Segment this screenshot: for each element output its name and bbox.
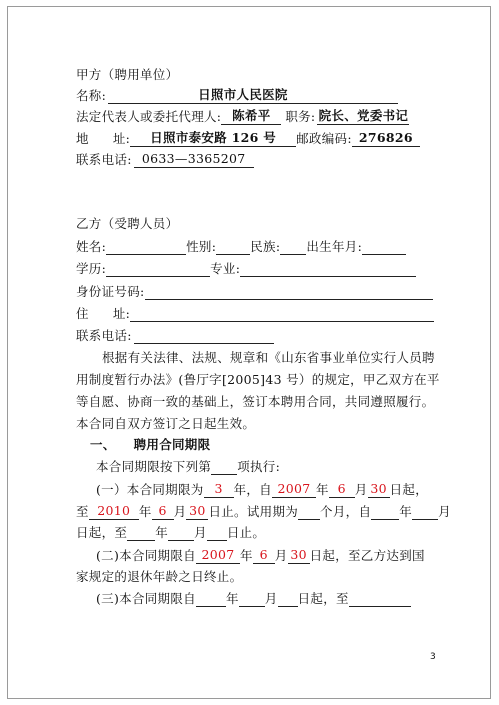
option-1-end-day-field[interactable]: 30: [186, 503, 208, 520]
term-choice-prefix: 本合同期限按下列第: [96, 459, 212, 474]
section-1-number: 一、: [90, 437, 116, 452]
party-b-addr-row: [76, 306, 434, 322]
option-3-end-field[interactable]: [349, 591, 411, 607]
option-1-start-day-field[interactable]: 30: [368, 481, 390, 498]
option-1-start-year-field[interactable]: 2007: [272, 481, 316, 498]
party-b-id-label: 身份证号码:: [76, 284, 145, 299]
party-a-duty-label: 职务:: [285, 109, 316, 124]
party-a-addr-label-2: 址:: [112, 131, 131, 146]
party-b-addr-label-2: 址:: [112, 306, 131, 321]
year-char: 年: [315, 482, 329, 497]
intro-line-2: 用制度暂行办法》(鲁厅字[2005]43 号）的规定，甲乙双方在平: [76, 372, 440, 387]
month-char: 月: [264, 591, 278, 606]
section-1-title: 聘用合同期限: [133, 437, 211, 452]
probation-label: 试用期为: [246, 504, 299, 519]
option-2-line-2: 家规定的退休年龄之日终止。: [76, 569, 243, 584]
party-b-edu-row: [76, 261, 416, 277]
probation-end-month-field[interactable]: [168, 525, 194, 541]
option-1-end-year-field[interactable]: 2010: [89, 503, 139, 520]
party-b-ethnic-label: 民族:: [250, 239, 281, 254]
party-b-id-row: [76, 284, 433, 300]
option-3-row: [96, 591, 411, 607]
option-3-prefix: (三)本合同期限自: [96, 591, 196, 606]
page-number: 3: [430, 652, 436, 662]
probation-end-row: [76, 525, 265, 541]
party-b-name-field[interactable]: [106, 239, 186, 255]
party-a-name-label: 名称:: [76, 88, 107, 103]
party-a-duty-field[interactable]: 院长、党委书记: [318, 108, 409, 123]
party-b-major-label: 专业:: [210, 261, 241, 276]
probation-start-year-field[interactable]: [371, 504, 399, 520]
party-b-ethnic-field[interactable]: [280, 239, 306, 255]
party-b-phone-field[interactable]: [134, 328, 274, 344]
party-b-birth-label: 出生年月:: [306, 239, 363, 254]
intro-line-3: 等自愿、协商一致的基础上，签订本聘用合同，共同遵照履行。: [76, 394, 435, 409]
option-1-years-field[interactable]: 3: [204, 481, 234, 498]
probation-unit: 个月，自: [320, 504, 372, 519]
party-a-phone-field[interactable]: 0633—3365207: [134, 151, 254, 168]
month-char: 月: [438, 504, 451, 519]
party-a-heading: 甲方（聘用单位）: [76, 67, 179, 82]
party-a-postcode-field[interactable]: 276826: [352, 130, 420, 147]
party-a-name-value: 日照市人民医院: [198, 87, 288, 102]
probation-end-day-field[interactable]: [207, 525, 227, 541]
party-b-name-row: [76, 239, 406, 255]
option-1-row: [96, 481, 428, 498]
option-1-end-row: [76, 503, 451, 520]
intro-line-1: 根据有关法律、法规、规章和《山东省事业单位实行人员聘: [102, 350, 435, 365]
option-3-day-field[interactable]: [278, 591, 298, 607]
option-2-suffix: 日起，至乙方达到国: [309, 548, 425, 563]
term-choice-row: [96, 459, 280, 475]
probation-end-year-field[interactable]: [127, 525, 155, 541]
month-char: 月: [274, 548, 288, 563]
month-char: 月: [173, 504, 187, 519]
term-choice-field[interactable]: [211, 459, 237, 475]
option-3-year-field[interactable]: [196, 591, 226, 607]
party-b-phone-label: 联系电话:: [76, 328, 132, 343]
year-char: 年: [225, 591, 239, 606]
option-1-start-month-field[interactable]: 6: [329, 481, 355, 498]
party-a-name-row: [76, 87, 398, 104]
option-3-month-field[interactable]: [239, 591, 265, 607]
party-b-edu-field[interactable]: [106, 261, 210, 277]
probation-months-field[interactable]: [298, 504, 320, 520]
intro-line-4: 本合同自双方签订之日起生效。: [76, 416, 256, 431]
day-end-text: 日止。: [226, 525, 266, 540]
party-a-addr-field[interactable]: 日照市泰安路 126 号: [130, 130, 296, 147]
option-1-year-unit: 年，自: [233, 482, 272, 497]
party-b-birth-field[interactable]: [362, 239, 406, 255]
party-a-addr-label-1: 地: [76, 131, 89, 146]
party-a-rep-label: 法定代表人或委托代理人:: [76, 109, 222, 124]
party-a-phone-row: [76, 151, 254, 168]
party-a-rep-row: [76, 108, 409, 125]
party-b-phone-row: [76, 328, 274, 344]
option-2-prefix: (二)本合同期限自: [96, 548, 196, 563]
party-b-id-field[interactable]: [145, 284, 433, 300]
party-b-heading: 乙方（受聘人员）: [76, 216, 179, 231]
year-char: 年: [239, 548, 253, 563]
party-b-addr-field[interactable]: [130, 306, 434, 322]
party-a-postcode-label: 邮政编码:: [296, 131, 352, 146]
term-choice-suffix: 项执行:: [237, 459, 281, 474]
day-end-text: 日止。: [208, 504, 247, 519]
party-b-gender-field[interactable]: [216, 239, 250, 255]
option-2-row: [96, 547, 425, 564]
year-char: 年: [155, 525, 169, 540]
year-char: 年: [399, 504, 413, 519]
party-b-name-label: 姓名:: [76, 239, 107, 254]
party-a-rep-field[interactable]: 陈希平: [221, 108, 281, 125]
zhi-text: 至: [76, 504, 89, 519]
party-b-edu-label: 学历:: [76, 261, 107, 276]
party-b-major-field[interactable]: [240, 261, 416, 277]
party-b-gender-label: 性别:: [186, 239, 217, 254]
option-1-end-month-field[interactable]: 6: [152, 503, 174, 520]
option-2-year-field[interactable]: 2007: [196, 547, 240, 564]
day-from-text: 日起，: [389, 482, 429, 497]
party-a-name-field[interactable]: [108, 87, 398, 104]
month-char: 月: [354, 482, 368, 497]
option-1-prefix: (一）本合同期限为: [96, 482, 204, 497]
year-char: 年: [138, 504, 152, 519]
probation-start-month-field[interactable]: [412, 504, 438, 520]
section-1-heading: [90, 437, 210, 453]
option-3-mid: 日起，至: [297, 591, 349, 606]
party-a-phone-label: 联系电话:: [76, 152, 132, 167]
month-char: 月: [194, 525, 207, 540]
party-a-addr-row: [76, 130, 420, 147]
option-2-day-field[interactable]: 30: [288, 547, 310, 564]
day-qi-zhi-text: 日起，至: [76, 525, 128, 540]
option-2-month-field[interactable]: 6: [253, 547, 275, 564]
party-b-addr-label-1: 住: [76, 306, 89, 321]
